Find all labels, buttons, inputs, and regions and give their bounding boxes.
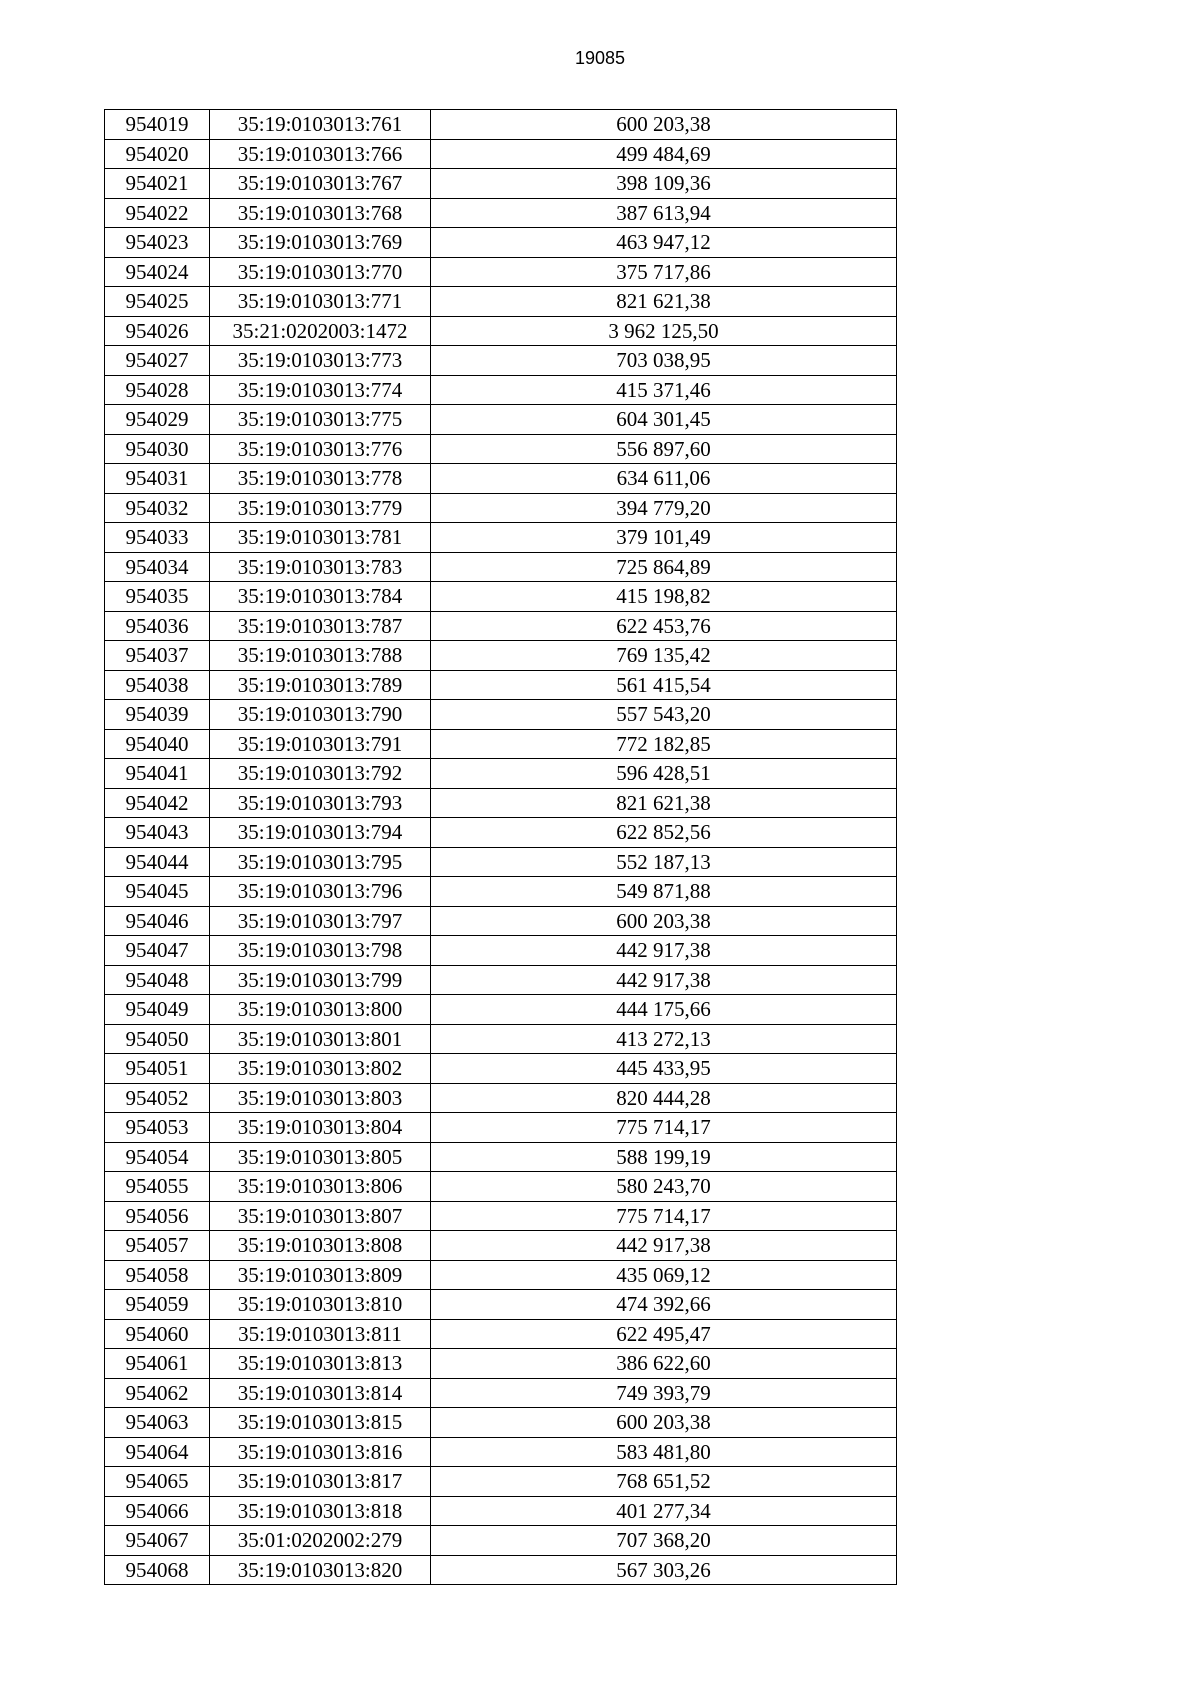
cadastral-value-cell: 600 203,38 [431, 110, 897, 140]
table-row [105, 198, 897, 228]
cadastral-value-cell: 445 433,95 [431, 1054, 897, 1084]
table-row [105, 169, 897, 199]
cadastral-number-cell: 35:19:0103013:783 [210, 552, 431, 582]
table-row [105, 995, 897, 1025]
row-number-cell: 954065 [105, 1467, 210, 1497]
table-row [105, 611, 897, 641]
row-number-cell: 954042 [105, 788, 210, 818]
cadastral-value-cell: 703 038,95 [431, 346, 897, 376]
row-number-cell: 954034 [105, 552, 210, 582]
cadastral-value-cell: 561 415,54 [431, 670, 897, 700]
row-number-cell: 954041 [105, 759, 210, 789]
row-number-cell: 954058 [105, 1260, 210, 1290]
cadastral-value-cell: 401 277,34 [431, 1496, 897, 1526]
cadastral-number-cell: 35:19:0103013:788 [210, 641, 431, 671]
cadastral-value-cell: 596 428,51 [431, 759, 897, 789]
row-number-cell: 954030 [105, 434, 210, 464]
table-row [105, 316, 897, 346]
row-number-cell: 954045 [105, 877, 210, 907]
table-row [105, 1054, 897, 1084]
cadastral-number-cell: 35:19:0103013:814 [210, 1378, 431, 1408]
cadastral-number-cell: 35:19:0103013:805 [210, 1142, 431, 1172]
cadastral-value-cell: 3 962 125,50 [431, 316, 897, 346]
table-row [105, 1496, 897, 1526]
page-number: 19085 [574, 48, 626, 68]
cadastral-value-cell: 474 392,66 [431, 1290, 897, 1320]
row-number-cell: 954068 [105, 1555, 210, 1585]
row-number-cell: 954040 [105, 729, 210, 759]
cadastral-value-cell: 415 371,46 [431, 375, 897, 405]
cadastral-value-cell: 622 453,76 [431, 611, 897, 641]
cadastral-value-cell: 442 917,38 [431, 1231, 897, 1261]
row-number-cell: 954023 [105, 228, 210, 258]
row-number-cell: 954043 [105, 818, 210, 848]
cadastral-value-cell: 549 871,88 [431, 877, 897, 907]
table-row [105, 552, 897, 582]
table-row [105, 523, 897, 553]
row-number-cell: 954038 [105, 670, 210, 700]
row-number-cell: 954028 [105, 375, 210, 405]
cadastral-value-cell: 387 613,94 [431, 198, 897, 228]
cadastral-number-cell: 35:19:0103013:774 [210, 375, 431, 405]
cadastral-value-cell: 435 069,12 [431, 1260, 897, 1290]
cadastral-value-cell: 386 622,60 [431, 1349, 897, 1379]
row-number-cell: 954062 [105, 1378, 210, 1408]
cadastral-number-cell: 35:19:0103013:771 [210, 287, 431, 317]
cadastral-number-cell: 35:19:0103013:820 [210, 1555, 431, 1585]
cadastral-number-cell: 35:21:0202003:1472 [210, 316, 431, 346]
cadastral-value-cell: 821 621,38 [431, 287, 897, 317]
table-row [105, 434, 897, 464]
cadastral-number-cell: 35:19:0103013:816 [210, 1437, 431, 1467]
table-row [105, 1437, 897, 1467]
table-body [105, 110, 897, 1585]
cadastral-number-cell: 35:19:0103013:815 [210, 1408, 431, 1438]
cadastral-number-cell: 35:19:0103013:795 [210, 847, 431, 877]
cadastral-number-cell: 35:19:0103013:784 [210, 582, 431, 612]
cadastral-value-cell: 463 947,12 [431, 228, 897, 258]
row-number-cell: 954046 [105, 906, 210, 936]
cadastral-value-cell: 567 303,26 [431, 1555, 897, 1585]
cadastral-number-cell: 35:19:0103013:769 [210, 228, 431, 258]
cadastral-number-cell: 35:19:0103013:790 [210, 700, 431, 730]
cadastral-value-cell: 413 272,13 [431, 1024, 897, 1054]
table-row [105, 1290, 897, 1320]
cadastral-number-cell: 35:19:0103013:778 [210, 464, 431, 494]
table-row [105, 375, 897, 405]
row-number-cell: 954025 [105, 287, 210, 317]
row-number-cell: 954064 [105, 1437, 210, 1467]
table-row [105, 139, 897, 169]
cadastral-number-cell: 35:19:0103013:776 [210, 434, 431, 464]
cadastral-number-cell: 35:19:0103013:781 [210, 523, 431, 553]
row-number-cell: 954053 [105, 1113, 210, 1143]
cadastral-number-cell: 35:19:0103013:789 [210, 670, 431, 700]
table-row [105, 582, 897, 612]
row-number-cell: 954052 [105, 1083, 210, 1113]
row-number-cell: 954021 [105, 169, 210, 199]
row-number-cell: 954051 [105, 1054, 210, 1084]
cadastral-value-cell: 749 393,79 [431, 1378, 897, 1408]
table-row [105, 965, 897, 995]
row-number-cell: 954061 [105, 1349, 210, 1379]
cadastral-number-cell: 35:19:0103013:766 [210, 139, 431, 169]
cadastral-number-cell: 35:19:0103013:793 [210, 788, 431, 818]
cadastral-value-cell: 415 198,82 [431, 582, 897, 612]
cadastral-value-cell: 556 897,60 [431, 434, 897, 464]
row-number-cell: 954032 [105, 493, 210, 523]
cadastral-number-cell: 35:19:0103013:792 [210, 759, 431, 789]
row-number-cell: 954024 [105, 257, 210, 287]
row-number-cell: 954044 [105, 847, 210, 877]
table-row [105, 700, 897, 730]
row-number-cell: 954050 [105, 1024, 210, 1054]
cadastral-value-cell: 398 109,36 [431, 169, 897, 199]
table-row [105, 1142, 897, 1172]
cadastral-value-cell: 775 714,17 [431, 1201, 897, 1231]
cadastral-number-cell: 35:19:0103013:810 [210, 1290, 431, 1320]
row-number-cell: 954067 [105, 1526, 210, 1556]
cadastral-value-cell: 552 187,13 [431, 847, 897, 877]
table-row [105, 936, 897, 966]
table-row [105, 228, 897, 258]
table-row [105, 1083, 897, 1113]
cadastral-number-cell: 35:19:0103013:802 [210, 1054, 431, 1084]
row-number-cell: 954020 [105, 139, 210, 169]
cadastral-value-cell: 499 484,69 [431, 139, 897, 169]
table-row [105, 1201, 897, 1231]
cadastral-value-cell: 622 495,47 [431, 1319, 897, 1349]
table-row [105, 1024, 897, 1054]
row-number-cell: 954054 [105, 1142, 210, 1172]
cadastral-number-cell: 35:19:0103013:787 [210, 611, 431, 641]
cadastral-value-cell: 821 621,38 [431, 788, 897, 818]
cadastral-number-cell: 35:19:0103013:799 [210, 965, 431, 995]
cadastral-number-cell: 35:19:0103013:806 [210, 1172, 431, 1202]
cadastral-value-cell: 583 481,80 [431, 1437, 897, 1467]
table-row [105, 670, 897, 700]
cadastral-value-cell: 768 651,52 [431, 1467, 897, 1497]
cadastral-value-cell: 379 101,49 [431, 523, 897, 553]
table-row [105, 1172, 897, 1202]
cadastral-number-cell: 35:19:0103013:807 [210, 1201, 431, 1231]
row-number-cell: 954060 [105, 1319, 210, 1349]
row-number-cell: 954056 [105, 1201, 210, 1231]
cadastral-value-cell: 394 779,20 [431, 493, 897, 523]
row-number-cell: 954027 [105, 346, 210, 376]
table-row [105, 641, 897, 671]
cadastral-value-cell: 725 864,89 [431, 552, 897, 582]
cadastral-number-cell: 35:19:0103013:794 [210, 818, 431, 848]
table-row [105, 110, 897, 140]
row-number-cell: 954039 [105, 700, 210, 730]
cadastral-number-cell: 35:19:0103013:817 [210, 1467, 431, 1497]
row-number-cell: 954057 [105, 1231, 210, 1261]
cadastral-number-cell: 35:19:0103013:767 [210, 169, 431, 199]
row-number-cell: 954049 [105, 995, 210, 1025]
table-row [105, 464, 897, 494]
cadastral-value-cell: 622 852,56 [431, 818, 897, 848]
row-number-cell: 954063 [105, 1408, 210, 1438]
cadastral-number-cell: 35:19:0103013:809 [210, 1260, 431, 1290]
cadastral-number-cell: 35:19:0103013:791 [210, 729, 431, 759]
row-number-cell: 954047 [105, 936, 210, 966]
cadastral-value-cell: 557 543,20 [431, 700, 897, 730]
table-row [105, 1349, 897, 1379]
cadastral-number-cell: 35:19:0103013:808 [210, 1231, 431, 1261]
table-row [105, 1526, 897, 1556]
table-row [105, 1113, 897, 1143]
table-row [105, 1260, 897, 1290]
row-number-cell: 954048 [105, 965, 210, 995]
row-number-cell: 954035 [105, 582, 210, 612]
table-row [105, 1555, 897, 1585]
cadastral-number-cell: 35:19:0103013:798 [210, 936, 431, 966]
table-row [105, 818, 897, 848]
table-row [105, 346, 897, 376]
cadastral-number-cell: 35:19:0103013:796 [210, 877, 431, 907]
table-row [105, 1319, 897, 1349]
cadastral-number-cell: 35:19:0103013:775 [210, 405, 431, 435]
cadastral-value-cell: 580 243,70 [431, 1172, 897, 1202]
table-row [105, 1378, 897, 1408]
cadastral-value-cell: 707 368,20 [431, 1526, 897, 1556]
cadastral-number-cell: 35:19:0103013:773 [210, 346, 431, 376]
cadastral-number-cell: 35:19:0103013:804 [210, 1113, 431, 1143]
cadastral-number-cell: 35:19:0103013:811 [210, 1319, 431, 1349]
table-row [105, 1467, 897, 1497]
cadastral-number-cell: 35:19:0103013:768 [210, 198, 431, 228]
cadastral-number-cell: 35:19:0103013:797 [210, 906, 431, 936]
cadastral-value-cell: 772 182,85 [431, 729, 897, 759]
table-row [105, 1408, 897, 1438]
table-row [105, 877, 897, 907]
cadastral-number-cell: 35:19:0103013:818 [210, 1496, 431, 1526]
cadastral-value-cell: 600 203,38 [431, 1408, 897, 1438]
cadastral-value-cell: 588 199,19 [431, 1142, 897, 1172]
row-number-cell: 954022 [105, 198, 210, 228]
row-number-cell: 954055 [105, 1172, 210, 1202]
cadastral-number-cell: 35:19:0103013:779 [210, 493, 431, 523]
cadastral-value-table [104, 109, 897, 1585]
row-number-cell: 954066 [105, 1496, 210, 1526]
table-row [105, 759, 897, 789]
cadastral-number-cell: 35:19:0103013:801 [210, 1024, 431, 1054]
table-row [105, 405, 897, 435]
cadastral-number-cell: 35:01:0202002:279 [210, 1526, 431, 1556]
table-row [105, 906, 897, 936]
row-number-cell: 954026 [105, 316, 210, 346]
table-row [105, 287, 897, 317]
row-number-cell: 954019 [105, 110, 210, 140]
cadastral-value-cell: 600 203,38 [431, 906, 897, 936]
cadastral-value-cell: 442 917,38 [431, 965, 897, 995]
cadastral-value-cell: 634 611,06 [431, 464, 897, 494]
cadastral-number-cell: 35:19:0103013:770 [210, 257, 431, 287]
cadastral-number-cell: 35:19:0103013:761 [210, 110, 431, 140]
table-row [105, 788, 897, 818]
cadastral-value-cell: 775 714,17 [431, 1113, 897, 1143]
cadastral-number-cell: 35:19:0103013:813 [210, 1349, 431, 1379]
cadastral-number-cell: 35:19:0103013:803 [210, 1083, 431, 1113]
row-number-cell: 954059 [105, 1290, 210, 1320]
table-row [105, 847, 897, 877]
cadastral-value-cell: 769 135,42 [431, 641, 897, 671]
cadastral-value-cell: 442 917,38 [431, 936, 897, 966]
cadastral-number-cell: 35:19:0103013:800 [210, 995, 431, 1025]
row-number-cell: 954033 [105, 523, 210, 553]
row-number-cell: 954037 [105, 641, 210, 671]
row-number-cell: 954031 [105, 464, 210, 494]
cadastral-value-cell: 444 175,66 [431, 995, 897, 1025]
table-row [105, 1231, 897, 1261]
table-row [105, 257, 897, 287]
table-row [105, 493, 897, 523]
cadastral-value-cell: 820 444,28 [431, 1083, 897, 1113]
row-number-cell: 954029 [105, 405, 210, 435]
row-number-cell: 954036 [105, 611, 210, 641]
cadastral-value-cell: 375 717,86 [431, 257, 897, 287]
cadastral-value-cell: 604 301,45 [431, 405, 897, 435]
table-row [105, 729, 897, 759]
